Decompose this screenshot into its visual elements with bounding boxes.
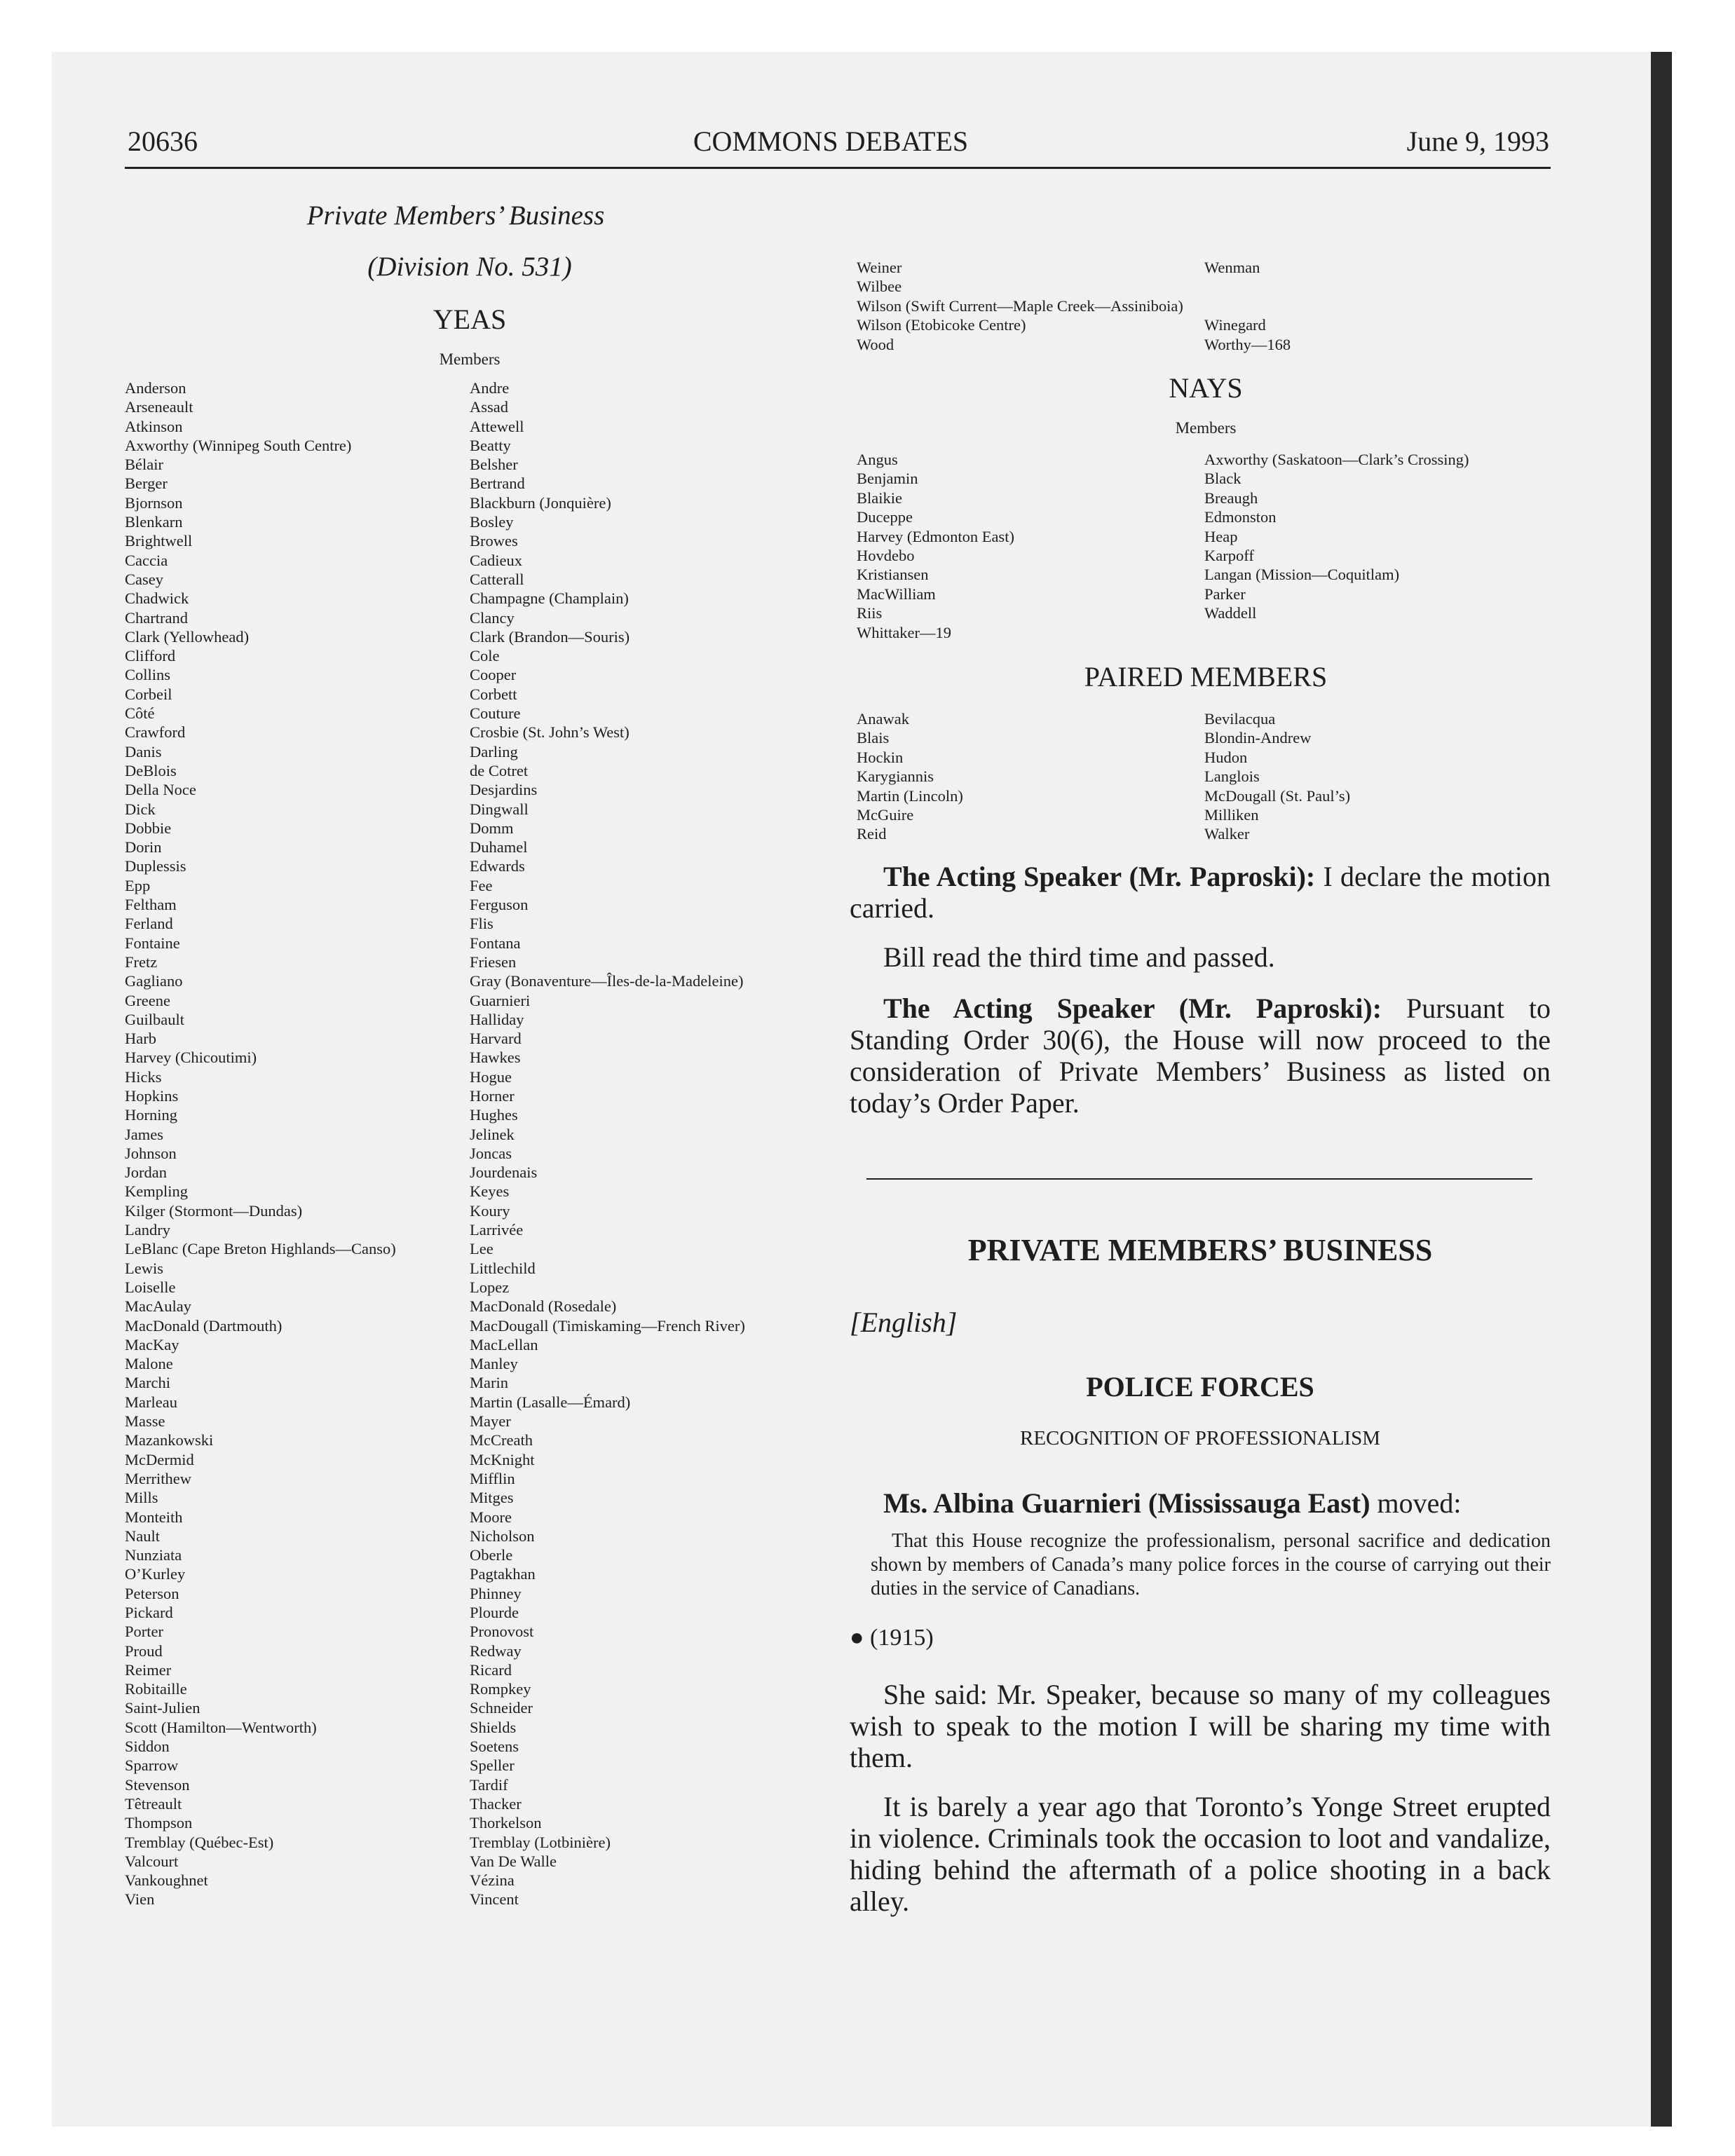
member-name: Berger xyxy=(125,475,168,493)
member-name: Harb xyxy=(125,1030,156,1048)
yeas-title: YEAS xyxy=(433,303,507,335)
pmb-title: PRIVATE MEMBERS’ BUSINESS xyxy=(967,1233,1433,1267)
member-name: Van De Walle xyxy=(470,1852,557,1870)
member-name: Tremblay (Québec-Est) xyxy=(125,1833,274,1851)
member-name: Horning xyxy=(125,1106,177,1124)
member-name: Thorkelson xyxy=(470,1814,542,1832)
member-name: Couture xyxy=(470,704,521,723)
member-name: Hockin xyxy=(857,748,904,766)
member-name: Chartrand xyxy=(125,608,188,627)
member-name: Champagne (Champlain) xyxy=(470,589,629,608)
member-name: Soetens xyxy=(470,1738,519,1756)
member-name: Blais xyxy=(857,729,890,747)
member-name: Hughes xyxy=(470,1106,518,1124)
member-name: Ricard xyxy=(470,1660,512,1679)
member-name: Della Noce xyxy=(125,781,196,799)
member-name: MacWilliam xyxy=(857,585,936,603)
bullet-icon: ● xyxy=(850,1625,871,1651)
member-name: Langan (Mission—Coquitlam) xyxy=(1204,566,1400,584)
member-name: Ferguson xyxy=(470,896,529,914)
paired-title: PAIRED MEMBERS xyxy=(1084,661,1328,692)
member-name: Siddon xyxy=(125,1738,170,1756)
member-name: Duplessis xyxy=(125,857,186,875)
member-name: O’Kurley xyxy=(125,1565,186,1583)
member-name: Crosbie (St. John’s West) xyxy=(470,723,630,742)
language-marker: [English] xyxy=(850,1306,958,1338)
page-number: 20636 xyxy=(128,125,198,157)
paragraph-text: Pursuant to Standing Order 30(6), the House will now proceed to the consideration of Private Members’ Business as listed on today’s Order Paper. xyxy=(850,992,1551,1119)
member-name: Desjardins xyxy=(470,781,538,799)
yeas-column-2 xyxy=(470,378,745,1909)
member-name: Landry xyxy=(125,1221,170,1239)
member-name: MacDonald (Dartmouth) xyxy=(125,1316,283,1335)
member-name: Casey xyxy=(125,570,163,588)
member-name: Waddell xyxy=(1204,604,1257,622)
member-name: Crawford xyxy=(125,723,186,742)
member-name: McKnight xyxy=(470,1450,535,1468)
member-name: Dobbie xyxy=(125,819,172,837)
member-name: Valcourt xyxy=(125,1852,179,1870)
member-name: Walker xyxy=(1204,825,1250,843)
time-marker xyxy=(850,1625,934,1651)
member-name: Scott (Hamilton—Wentworth) xyxy=(125,1718,317,1736)
member-name: McCreath xyxy=(470,1431,533,1449)
yeas-column-1 xyxy=(125,378,396,1909)
member-name: Flis xyxy=(470,915,494,933)
member-name: Attewell xyxy=(470,417,524,435)
member-name: Guilbault xyxy=(125,1010,184,1028)
page-date: June 9, 1993 xyxy=(1406,125,1549,157)
member-name: Danis xyxy=(125,742,162,760)
section-heading: Private Members’ Business xyxy=(306,200,605,231)
member-name: Gagliano xyxy=(125,972,183,990)
member-name: Têtreault xyxy=(125,1794,182,1813)
moved-text: moved: xyxy=(1370,1487,1462,1519)
member-name xyxy=(1204,623,1469,642)
member-name: Winegard xyxy=(1204,316,1266,334)
member-name: Greene xyxy=(125,991,170,1009)
member-name: Hawkes xyxy=(470,1049,521,1067)
member-name: Cole xyxy=(470,647,500,665)
speech-paragraph-2: It is barely a year ago that Toronto’s Yonge Street erupted in violence. Criminals took the occasion to loot and vandalize, hiding behind the aftermath of a police shooting in a back alley. xyxy=(850,1791,1551,1917)
member-name: Marleau xyxy=(125,1393,177,1411)
running-title: COMMONS DEBATES xyxy=(693,125,969,157)
member-name: Loiselle xyxy=(125,1278,176,1296)
member-name: Robitaille xyxy=(125,1680,187,1698)
member-name: Dick xyxy=(125,800,156,818)
member-name: Edmonston xyxy=(1204,508,1277,526)
member-name: Schneider xyxy=(470,1699,533,1717)
member-name: Duhamel xyxy=(470,838,528,857)
member-name: Vankoughnet xyxy=(125,1871,208,1890)
member-name: Andre xyxy=(470,379,510,397)
member-name: Benjamin xyxy=(857,470,918,488)
member-name: Johnson xyxy=(125,1144,177,1162)
member-name: Blondin-Andrew xyxy=(1204,729,1312,747)
member-name: Peterson xyxy=(125,1584,179,1602)
member-name: Lewis xyxy=(125,1259,163,1277)
yeas-continued-right xyxy=(1204,258,1291,354)
member-name: Phinney xyxy=(470,1584,522,1602)
member-name: Porter xyxy=(125,1623,163,1641)
member-name: Brightwell xyxy=(125,532,193,550)
member-name: Rompkey xyxy=(470,1680,531,1698)
member-name: Whittaker—19 xyxy=(857,623,951,641)
member-name: Wilson (Swift Current—Maple Creek—Assiniboia) xyxy=(857,296,1183,315)
member-name: Cooper xyxy=(470,666,517,684)
member-name: Collins xyxy=(125,666,171,684)
member-name: Nault xyxy=(125,1527,160,1545)
member-name: Darling xyxy=(470,742,518,760)
yeas-members-label: Members xyxy=(439,350,501,368)
member-name: Monteith xyxy=(125,1508,183,1526)
division-number: (Division No. 531) xyxy=(367,252,572,282)
member-name: Clancy xyxy=(470,608,515,627)
member-name xyxy=(1204,296,1291,315)
member-name: Hopkins xyxy=(125,1086,179,1105)
member-name: Vincent xyxy=(470,1890,519,1909)
section-separator xyxy=(866,1178,1532,1180)
member-name: Nicholson xyxy=(470,1527,535,1545)
member-name: Koury xyxy=(470,1201,510,1220)
member-name: Hudon xyxy=(1204,748,1248,766)
member-name: Angus xyxy=(857,451,898,468)
member-name: Littlechild xyxy=(470,1259,536,1277)
member-name: Duceppe xyxy=(857,508,913,526)
member-name: Bertrand xyxy=(470,475,525,493)
nays-left-column xyxy=(857,450,1014,642)
member-name: Harvard xyxy=(470,1030,522,1048)
member-name: Horner xyxy=(470,1086,515,1105)
member-name: Corbett xyxy=(470,685,517,703)
member-name: Joncas xyxy=(470,1144,512,1162)
member-name: Blenkarn xyxy=(125,513,183,531)
member-name: Kilger (Stormont—Dundas) xyxy=(125,1201,303,1220)
paired-right-column xyxy=(1204,709,1350,844)
member-name: Jordan xyxy=(125,1164,167,1182)
member-name: Bosley xyxy=(470,513,514,531)
member-name: Reimer xyxy=(125,1660,172,1679)
member-name: Reid xyxy=(857,825,887,843)
member-name: Heap xyxy=(1204,527,1238,545)
member-name: Edwards xyxy=(470,857,525,875)
member-name: Wilson (Etobicoke Centre) xyxy=(857,316,1026,334)
mover-name: Ms. Albina Guarnieri (Mississauga East) xyxy=(883,1487,1370,1519)
member-name: Keyes xyxy=(470,1182,510,1201)
member-name: Kristiansen xyxy=(857,566,929,584)
member-name: Atkinson xyxy=(125,417,183,435)
member-name: Marchi xyxy=(125,1374,170,1392)
member-name: MacDonald (Rosedale) xyxy=(470,1297,617,1316)
member-name: Stevenson xyxy=(125,1775,190,1794)
member-name: Chadwick xyxy=(125,589,189,608)
member-name: Friesen xyxy=(470,953,517,971)
member-name: Fontana xyxy=(470,934,521,952)
member-name: Domm xyxy=(470,819,514,837)
member-name: Dorin xyxy=(125,838,162,857)
member-name: Fontaine xyxy=(125,934,180,952)
member-name: MacKay xyxy=(125,1335,179,1353)
member-name: Karpoff xyxy=(1204,547,1254,565)
member-name: Clifford xyxy=(125,647,176,665)
member-name: Karygiannis xyxy=(857,767,934,786)
member-name: Breaugh xyxy=(1204,489,1258,507)
time-text: (1915) xyxy=(870,1625,934,1651)
member-name: Axworthy (Saskatoon—Clark’s Crossing) xyxy=(1204,451,1469,468)
member-name: Black xyxy=(1204,470,1241,488)
member-name: Belsher xyxy=(470,456,518,474)
member-name: Thompson xyxy=(125,1814,193,1832)
member-name: Vien xyxy=(125,1890,155,1909)
nays-right-column xyxy=(1204,450,1469,642)
member-name: Parker xyxy=(1204,585,1246,603)
member-name: Jourdenais xyxy=(470,1164,538,1182)
member-name: MacAulay xyxy=(125,1297,191,1316)
speaker-paragraph-1 xyxy=(850,861,1551,924)
subject-subtitle: RECOGNITION OF PROFESSIONALISM xyxy=(1020,1427,1380,1449)
member-name: Bjornson xyxy=(125,493,183,512)
member-name: Worthy—168 xyxy=(1204,335,1291,353)
member-name: Hogue xyxy=(470,1067,512,1086)
member-name xyxy=(1204,277,1291,296)
member-name: MacLellan xyxy=(470,1335,538,1353)
member-name: Proud xyxy=(125,1642,163,1660)
member-name: Moore xyxy=(470,1508,512,1526)
member-name: Feltham xyxy=(125,896,177,914)
member-name: Martin (Lasalle—Émard) xyxy=(470,1393,631,1411)
yeas-continued-left xyxy=(857,258,1183,354)
member-name: Bevilacqua xyxy=(1204,710,1276,728)
speech-paragraph-1: She said: Mr. Speaker, because so many of my colleagues wish to speak to the motion I will be sharing my time with them. xyxy=(850,1679,1551,1773)
member-name: Guarnieri xyxy=(470,991,531,1009)
member-name: Anderson xyxy=(125,379,186,397)
bill-passed-paragraph: Bill read the third time and passed. xyxy=(883,941,1275,973)
speaker-name: The Acting Speaker (Mr. Paproski): xyxy=(883,861,1316,892)
member-name: Nunziata xyxy=(125,1546,182,1564)
speaker-paragraph-2 xyxy=(850,992,1551,1119)
member-name: Dingwall xyxy=(470,800,529,818)
member-name: Gray (Bonaventure—Îles-de-la-Madeleine) xyxy=(470,972,744,990)
member-name: Mifflin xyxy=(470,1469,515,1487)
member-name: Wilbee xyxy=(857,278,902,296)
nays-title: NAYS xyxy=(1169,372,1243,404)
member-name: Mills xyxy=(125,1489,158,1507)
member-name: Marin xyxy=(470,1374,508,1392)
member-name: Bélair xyxy=(125,456,163,474)
motion-text: That this House recognize the professionalism, personal sacrifice and dedication shown by members of Canada’s many police forces in the course of carrying out their duties in the service of Canadians. xyxy=(871,1530,1551,1599)
header-rule xyxy=(125,167,1551,169)
member-name: McGuire xyxy=(857,806,914,824)
member-name: Beatty xyxy=(470,436,511,454)
member-name: Caccia xyxy=(125,551,168,569)
paired-left-column xyxy=(857,709,963,844)
member-name: Mitges xyxy=(470,1489,514,1507)
paragraph-text: I declare the motion carried. xyxy=(850,861,1551,924)
member-name: Wood xyxy=(857,335,894,353)
scan-edge xyxy=(1651,52,1672,2127)
member-name: Mazankowski xyxy=(125,1431,214,1449)
member-name: Clark (Brandon—Souris) xyxy=(470,627,630,646)
member-name: Martin (Lincoln) xyxy=(857,786,963,805)
member-name: Halliday xyxy=(470,1010,524,1028)
speaker-name: The Acting Speaker (Mr. Paproski): xyxy=(883,992,1382,1024)
member-name: Kempling xyxy=(125,1182,188,1201)
member-name: LeBlanc (Cape Breton Highlands—Canso) xyxy=(125,1240,396,1258)
member-name: Thacker xyxy=(470,1794,522,1813)
member-name: McDermid xyxy=(125,1450,194,1468)
member-name: Cadieux xyxy=(470,551,522,569)
member-name: Speller xyxy=(470,1756,515,1775)
subject-title: POLICE FORCES xyxy=(1086,1371,1314,1403)
member-name: Plourde xyxy=(470,1604,519,1621)
member-name: Lee xyxy=(470,1240,494,1258)
member-name: Anawak xyxy=(857,710,909,728)
member-name: Saint-Julien xyxy=(125,1699,200,1717)
member-name: Pickard xyxy=(125,1604,173,1621)
member-name: Riis xyxy=(857,604,883,622)
member-name: Hicks xyxy=(125,1067,162,1086)
member-name: Fee xyxy=(470,876,493,894)
member-name: DeBlois xyxy=(125,761,177,779)
member-name: Weiner xyxy=(857,259,902,276)
member-name: Côté xyxy=(125,704,155,723)
member-name: Oberle xyxy=(470,1546,513,1564)
member-name: Tardif xyxy=(470,1775,508,1794)
member-name: Mayer xyxy=(470,1412,511,1431)
member-name: Sparrow xyxy=(125,1756,179,1775)
member-name: McDougall (St. Paul’s) xyxy=(1204,786,1351,805)
member-name: de Cotret xyxy=(470,761,529,779)
member-name: Assad xyxy=(470,398,508,416)
member-name: Hovdebo xyxy=(857,547,915,565)
mover-line xyxy=(883,1487,1462,1520)
member-name: Merrithew xyxy=(125,1469,191,1487)
member-name: Fretz xyxy=(125,953,158,971)
member-name: Lopez xyxy=(470,1278,510,1296)
member-name: Larrivée xyxy=(470,1221,524,1239)
member-name: Epp xyxy=(125,876,151,894)
member-name: Arseneault xyxy=(125,398,193,416)
member-name: Shields xyxy=(470,1718,517,1736)
member-name: Redway xyxy=(470,1642,522,1660)
member-name: Vézina xyxy=(470,1871,515,1890)
member-name: Langlois xyxy=(1204,767,1260,786)
member-name: Ferland xyxy=(125,915,173,933)
member-name: Catterall xyxy=(470,570,524,588)
member-name: Corbeil xyxy=(125,685,172,703)
member-name: Malone xyxy=(125,1355,173,1373)
member-name: Masse xyxy=(125,1412,165,1431)
member-name: Wenman xyxy=(1204,259,1260,276)
member-name: Harvey (Chicoutimi) xyxy=(125,1049,257,1067)
nays-members-label: Members xyxy=(1175,419,1237,437)
member-name: Pronovost xyxy=(470,1623,534,1641)
member-name: Milliken xyxy=(1204,806,1259,824)
member-name: Harvey (Edmonton East) xyxy=(857,527,1014,545)
member-name: Axworthy (Winnipeg South Centre) xyxy=(125,436,352,454)
member-name: James xyxy=(125,1125,163,1143)
member-name: Manley xyxy=(470,1355,518,1373)
member-name: Clark (Yellowhead) xyxy=(125,627,250,646)
member-name: MacDougall (Timiskaming—French River) xyxy=(470,1316,745,1335)
member-name: Browes xyxy=(470,532,518,550)
member-name: Blaikie xyxy=(857,489,902,507)
member-name: Jelinek xyxy=(470,1125,515,1143)
member-name: Tremblay (Lotbinière) xyxy=(470,1833,611,1851)
member-name: Blackburn (Jonquière) xyxy=(470,493,611,512)
member-name: Pagtakhan xyxy=(470,1565,536,1583)
